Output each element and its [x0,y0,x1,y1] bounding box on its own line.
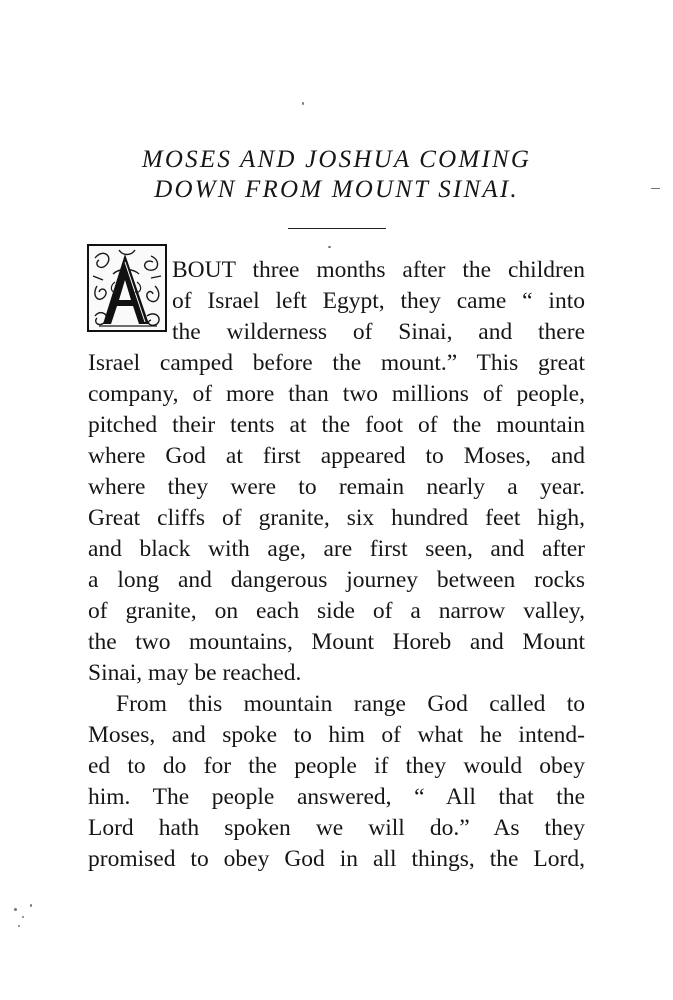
chapter-title-line-2: DOWN FROM MOUNT SINAI. [154,176,519,203]
page-speck [14,908,17,911]
paragraph-1-line-13: the two mountains, Mount Horeb and Mount [88,629,585,655]
drop-cap-drawing [89,246,165,330]
paragraph-1-line-9: Great cliffs of granite, six hundred feet high, [88,505,585,531]
paragraph-1-line-11: a long and dangerous journey between rocks [88,567,585,593]
ornamental-initial-a-icon [87,244,167,332]
paragraph-1-line-1: BOUT three months after the children [172,257,585,283]
paragraph-1-line-14: Sinai, may be reached. [88,660,302,686]
page-speck [18,925,20,927]
page-speck [328,246,331,248]
paragraph-2-line-3: ed to do for the people if they would obey [88,753,585,779]
page-speck [22,916,24,918]
chapter-title-line-1: MOSES AND JOSHUA COMING [141,146,532,173]
title-divider [288,228,386,229]
paragraph-2-line-1: From this mountain range God called to [116,691,585,717]
paragraph-1-line-2: of Israel left Egypt, they came “ into [172,288,585,314]
paragraph-2-line-5: Lord hath spoken we will do.” As they [88,815,585,841]
paragraph-2-line-2: Moses, and spoke to him of what he intend- [88,722,585,748]
paragraph-1-line-12: of granite, on each side of a narrow valley, [88,598,585,624]
page-speck [30,904,32,907]
page-speck [651,188,660,189]
page-speck [302,102,304,105]
paragraph-1-line-7: where God at first appeared to Moses, and [88,443,585,469]
paragraph-2-line-6: promised to obey God in all things, the Lord, [88,846,585,872]
paragraph-1-line-5: company, of more than two millions of people, [88,381,585,407]
paragraph-1-line-3: the wilderness of Sinai, and there [172,319,585,345]
paragraph-2-line-4: him. The people answered, “ All that the [88,784,585,810]
paragraph-1-line-4: Israel camped before the mount.” This great [88,350,585,376]
paragraph-1-line-6: pitched their tents at the foot of the mountain [88,412,585,438]
paragraph-1-line-10: and black with age, are first seen, and after [88,536,585,562]
paragraph-1-line-8: where they were to remain nearly a year. [88,474,585,500]
